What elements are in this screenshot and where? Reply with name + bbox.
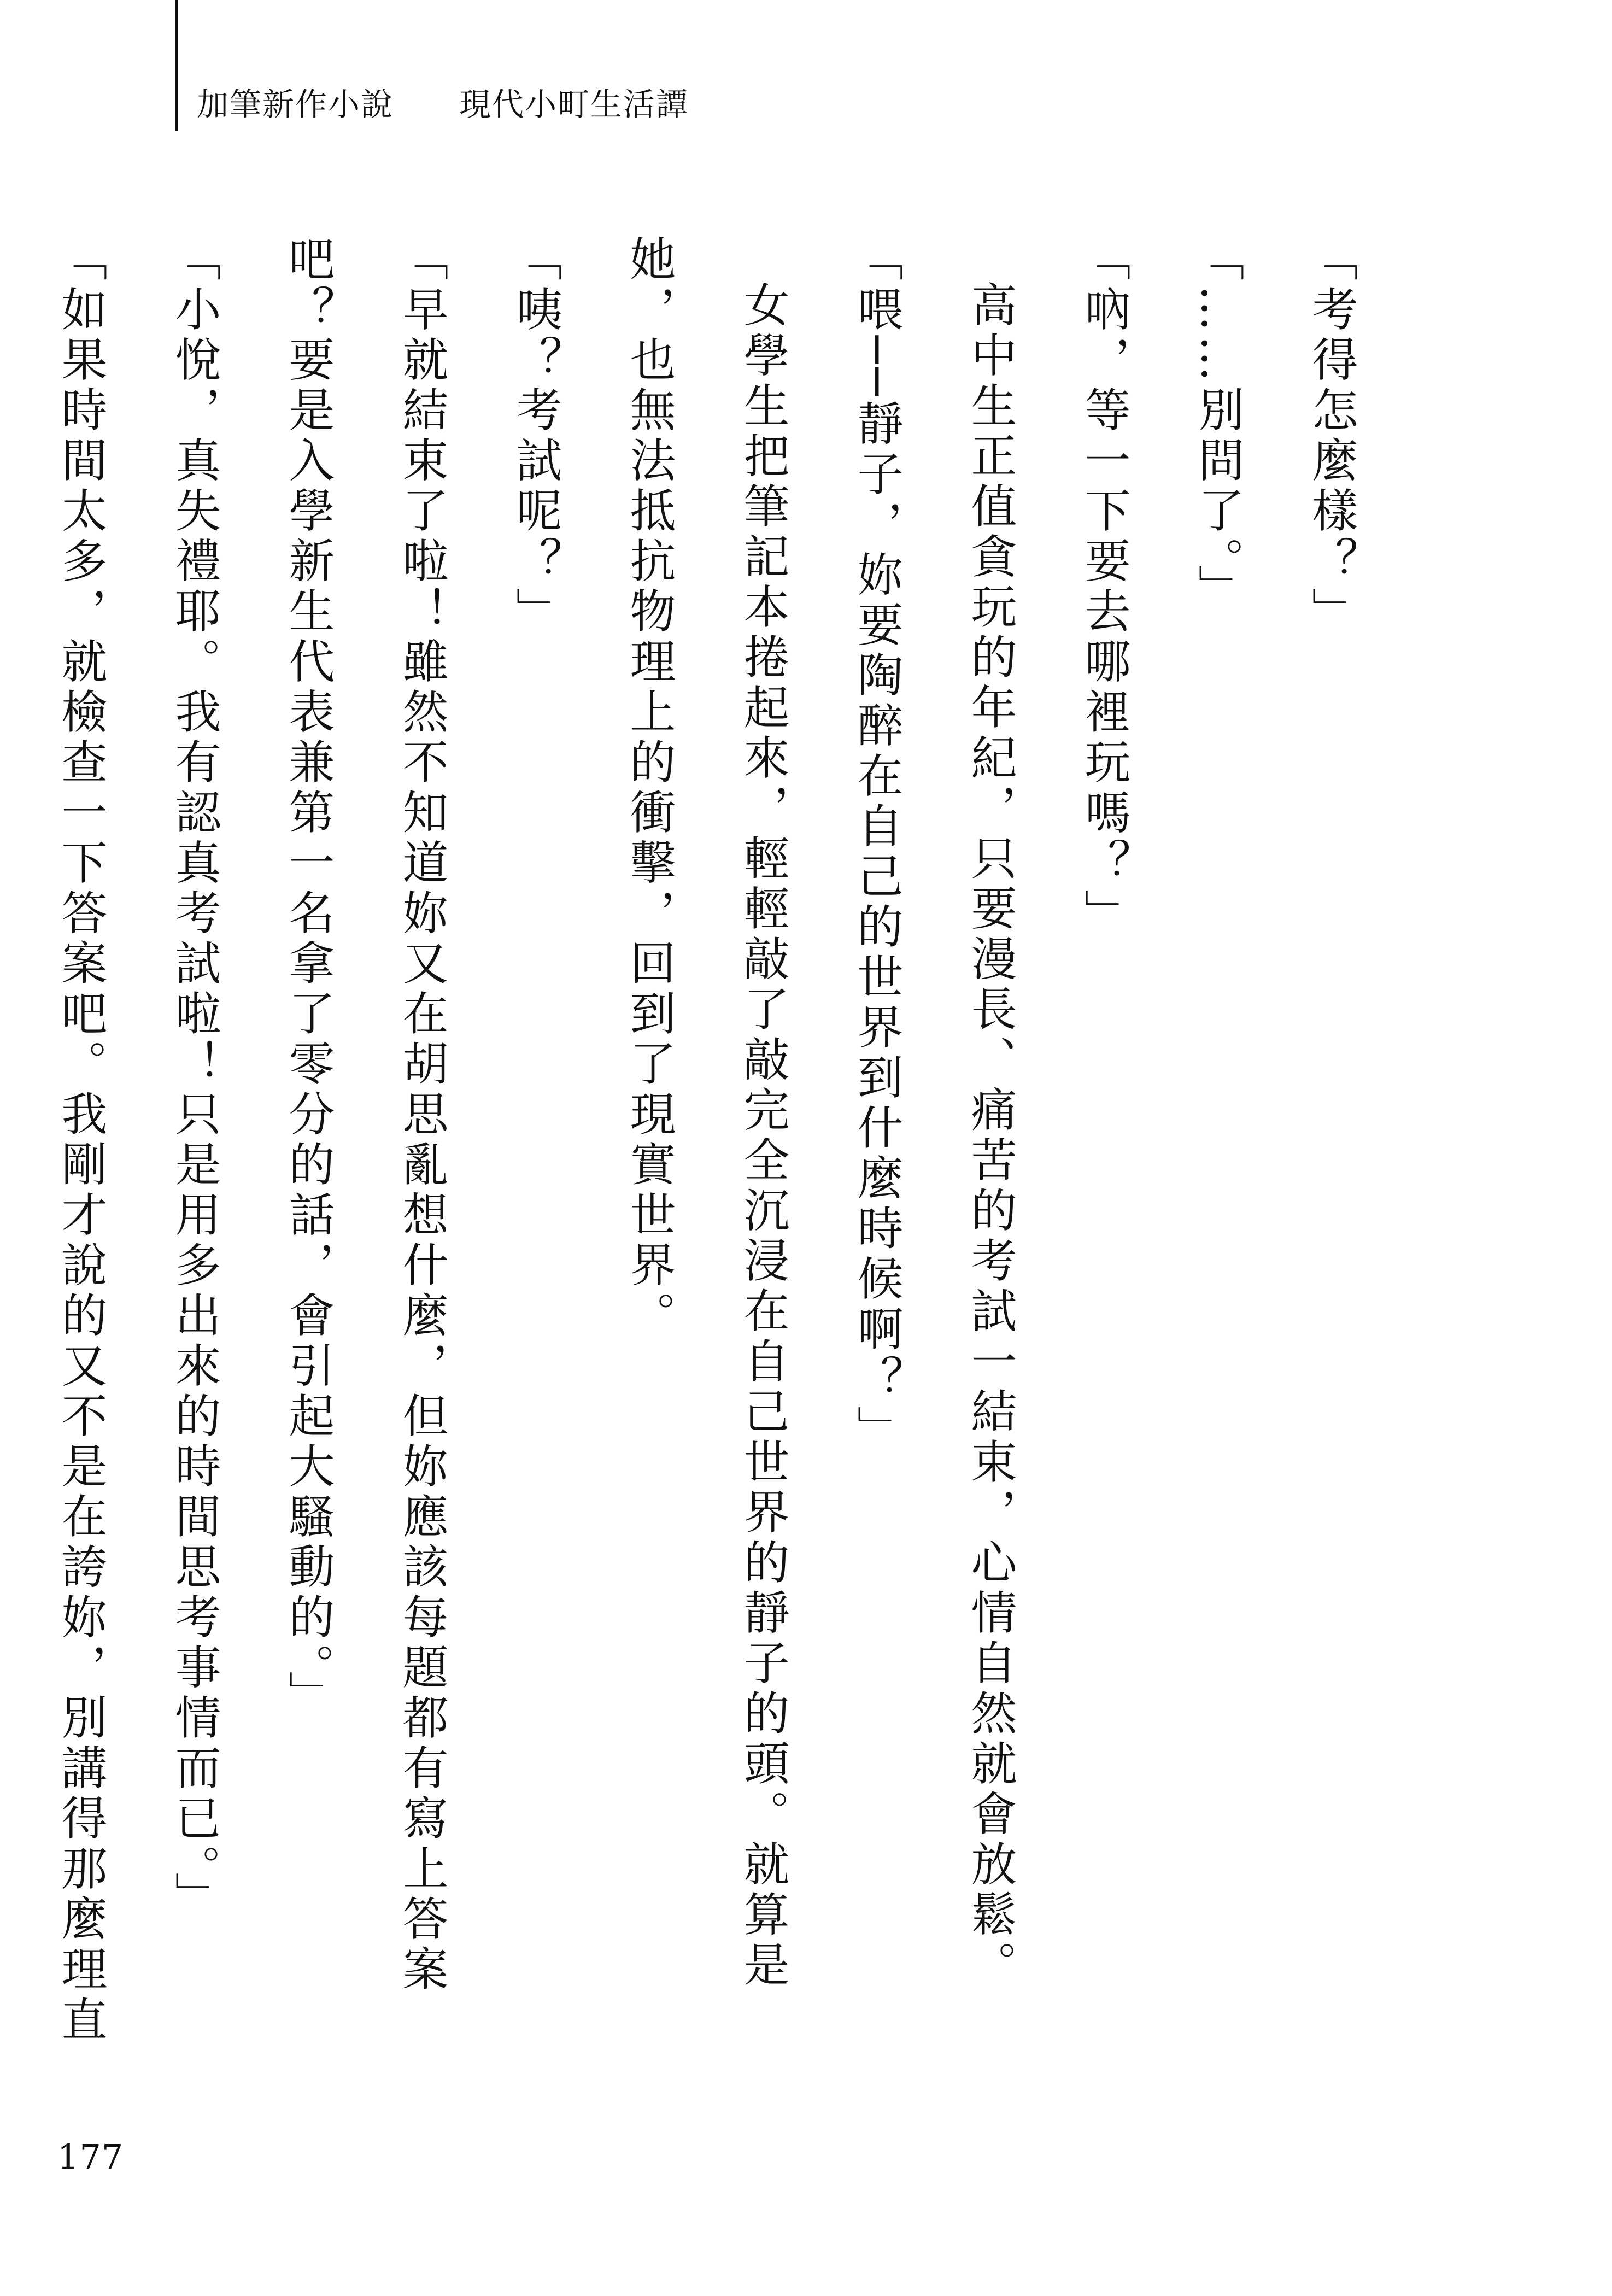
paragraph: 「早就結束了啦！雖然不知道妳又在胡思亂想什麼，但妳應該每題都有寫上答案吧？要是入學新生代表兼第一名拿了零分的話，會引起大騷動的。」: [282, 235, 449, 1995]
paragraph: 高中生正值貪玩的年紀，只要漫長、痛苦的考試一結束，心情自然就會放鬆。: [964, 281, 1017, 1991]
paragraph: 「咦？考試呢？」: [509, 235, 562, 637]
page-number: 177: [57, 2137, 124, 2177]
paragraph: 「喂──靜子，妳要陶醉在自己的世界到什麼時候啊？」: [850, 235, 904, 1456]
paragraph: 「如果時間太多，就檢查一下答案吧。我剛才說的又不是在誇妳，別講得那麼理直: [54, 235, 108, 2046]
body-text: [54, 235, 1388, 2083]
paragraph: 「吶，等一下要去哪裡玩嗎？」: [1077, 235, 1131, 939]
series-title: 加筆新作小說: [197, 86, 394, 123]
paragraph: 女學生把筆記本捲起來，輕輕敲了敲完全沉浸在自己世界的靜子的頭。就算是她，也無法抵抗物理上的衝擊，回到了現實世界。: [623, 235, 790, 1991]
story-title: 現代小町生活譚: [459, 86, 689, 123]
paragraph: 「……別問了。」: [1191, 235, 1245, 614]
running-header: [197, 86, 689, 123]
paragraph: 「考得怎麼樣？」: [1305, 235, 1358, 637]
paragraph: 「小悅，真失禮耶。我有認真考試啦！只是用多出來的時間思考事情而已。」: [168, 235, 221, 1922]
header-rule: [175, 0, 178, 131]
